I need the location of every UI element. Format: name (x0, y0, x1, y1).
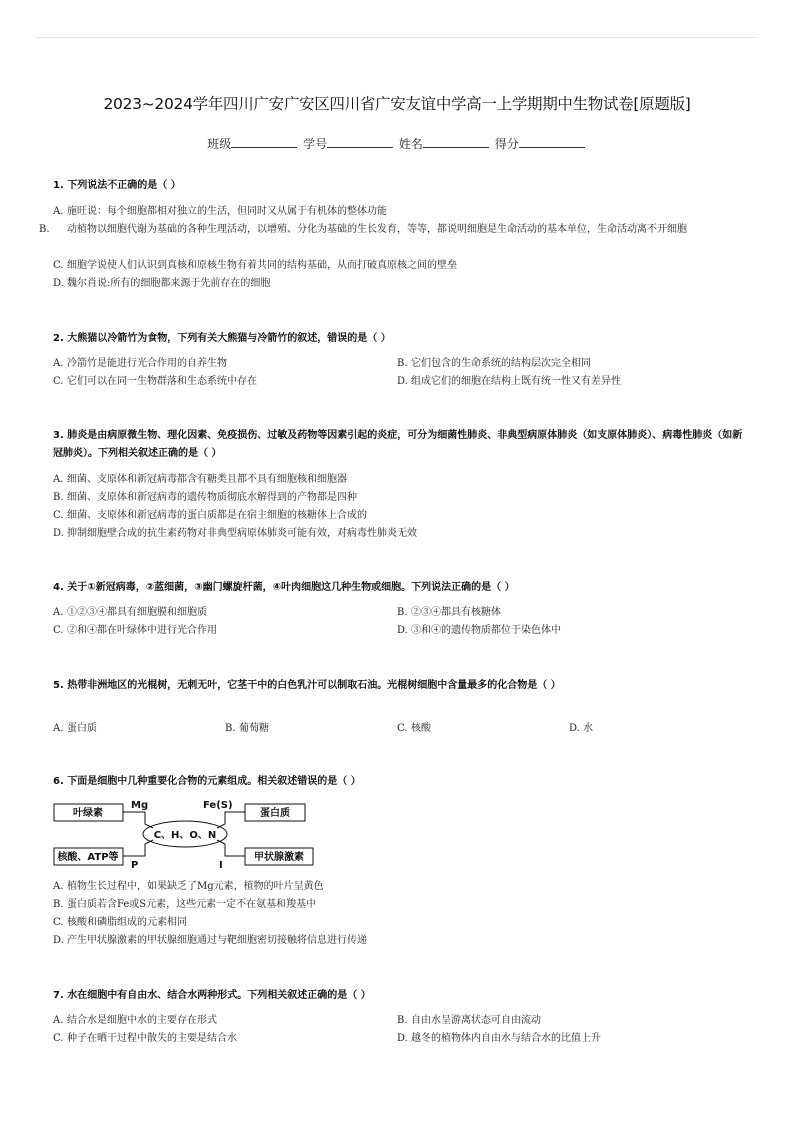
class-blank[interactable] (231, 135, 297, 148)
question-6-option-d[interactable] (53, 932, 367, 950)
option-text: 动植物以细胞代谢为基础的各种生理活动，以增殖、分化为基础的生长发育，等等，都说明细胞是生命活动的基本单位，生命活动离不开细胞 (67, 224, 687, 235)
option-letter: D. (53, 935, 64, 946)
option-letter: C. (53, 260, 64, 271)
question-3-option-d[interactable] (53, 525, 417, 543)
option-text: 施旺说：每个细胞都相对独立的生活，但同时又从属于有机体的整体功能 (67, 206, 387, 217)
question-6-option-b[interactable] (53, 896, 316, 914)
question-7-stem: 7. 水在细胞中有自由水、结合水两种形式。下列相关叙述正确的是（ ） (53, 990, 371, 1001)
label-chlorophyll: 叶绿素 (73, 808, 103, 819)
label-nucleic-acid: 核酸、ATP等 (57, 852, 119, 863)
option-letter: B. (53, 899, 64, 910)
question-4-option-c[interactable] (53, 622, 217, 640)
question-6-stem: 6. 下面是细胞中几种重要化合物的元素组成。相关叙述错误的是（ ） (53, 776, 361, 787)
option-letter: C. (53, 510, 64, 521)
question-5-option-b[interactable] (225, 720, 269, 738)
option-letter: A. (53, 723, 64, 734)
question-5-stem: 5. 热带非洲地区的光棍树，无刺无叶，它茎干中的白色乳汁可以制取石油。光棍树细胞中含量最多的化合物是（ ） (53, 680, 561, 691)
label-thyroxine: 甲状腺激素 (254, 852, 304, 863)
option-text: 冷箭竹是能进行光合作用的自养生物 (67, 358, 227, 369)
label-element-fe-s: Fe(S) (203, 800, 233, 811)
question-3-option-c[interactable] (53, 507, 367, 525)
class-label: 班级 (207, 137, 232, 151)
page-top-rule (36, 37, 758, 38)
option-letter: B. (225, 723, 236, 734)
option-text: 细菌、支原体和新冠病毒的遗传物质彻底水解得到的产物都是四种 (67, 492, 357, 503)
option-letter: A. (53, 607, 64, 618)
question-2-option-b[interactable] (397, 355, 591, 373)
student-id-blank[interactable] (327, 135, 393, 148)
question-1-stem: 1. 下列说法不正确的是（ ） (53, 180, 181, 191)
question-3-option-b[interactable] (53, 489, 357, 507)
option-text: 自由水呈游离状态可自由流动 (411, 1015, 541, 1026)
question-2-option-d[interactable] (397, 373, 621, 391)
option-letter: C. (53, 625, 64, 636)
option-letter: D. (397, 376, 408, 387)
option-text: 细菌、支原体和新冠病毒的蛋白质都是在宿主细胞的核糖体上合成的 (67, 510, 367, 521)
label-center-elements: C、H、O、N (153, 830, 217, 841)
option-letter: D. (569, 723, 580, 734)
connector-protein (217, 812, 245, 828)
question-2-stem: 2. 大熊猫以冷箭竹为食物，下列有关大熊猫与冷箭竹的叙述，错误的是（ ） (53, 333, 391, 344)
option-text: 产生甲状腺激素的甲状腺细胞通过与靶细胞密切接触将信息进行传递 (67, 935, 367, 946)
question-7-option-c[interactable] (53, 1030, 237, 1048)
option-text: ②③④都具有核糖体 (411, 607, 501, 618)
option-letter: D. (397, 1033, 408, 1044)
option-letter: D. (53, 278, 64, 289)
option-text: ③和④的遗传物质都位于染色体中 (411, 625, 561, 636)
option-letter: B. (397, 607, 408, 618)
question-5-option-d[interactable] (569, 720, 593, 738)
option-letter: C. (53, 917, 64, 928)
option-letter: A. (53, 206, 64, 217)
option-letter: C. (397, 723, 408, 734)
score-blank[interactable] (519, 135, 585, 148)
question-6-option-c[interactable] (53, 914, 187, 932)
label-element-p: P (131, 860, 139, 870)
question-2-option-a[interactable] (53, 355, 227, 373)
question-5-option-a[interactable] (53, 720, 97, 738)
question-6-option-a[interactable] (53, 878, 324, 896)
question-1-option-b[interactable] (39, 221, 757, 239)
option-letter: D. (53, 528, 64, 539)
option-text: 蛋白质若含Fe或S元素，这些元素一定不在氨基和羧基中 (67, 899, 317, 910)
option-text: 结合水是细胞中水的主要存在形式 (67, 1015, 217, 1026)
option-text: 组成它们的细胞在结构上既有统一性又有差异性 (411, 376, 621, 387)
option-letter: A. (53, 881, 64, 892)
connector-chlorophyll (123, 812, 153, 828)
question-5-option-c[interactable] (397, 720, 431, 738)
option-text: 葡萄糖 (239, 723, 269, 734)
name-label: 姓名 (398, 137, 423, 151)
connector-nucleic-acid (123, 840, 153, 856)
question-4-option-a[interactable] (53, 604, 207, 622)
option-text: 蛋白质 (67, 723, 97, 734)
option-letter: B. (397, 358, 408, 369)
label-element-mg: Mg (131, 800, 149, 811)
option-text: 细胞学说使人们认识到真核和原核生物有着共同的结构基础，从而打破真原核之间的壁垒 (67, 260, 457, 271)
option-letter: A. (53, 358, 64, 369)
option-text: 植物生长过程中，如果缺乏了Mg元素，植物的叶片呈黄色 (67, 881, 324, 892)
option-letter: B. (53, 492, 64, 503)
student-id-label: 学号 (303, 137, 328, 151)
question-1-option-a[interactable] (53, 203, 387, 221)
option-letter: B. (397, 1015, 408, 1026)
question-4-stem: 4. 关于①新冠病毒，②蓝细菌，③幽门螺旋杆菌，④叶肉细胞这几种生物或细胞。下列说法正确的是（ ） (53, 582, 515, 593)
option-text: 核酸 (411, 723, 431, 734)
student-info-row (0, 135, 794, 152)
option-letter: C. (53, 1033, 64, 1044)
option-text: 水 (583, 723, 593, 734)
connector-thyroxine (217, 840, 245, 856)
question-3-option-a[interactable] (53, 471, 347, 489)
element-composition-diagram (53, 798, 323, 870)
name-blank[interactable] (423, 135, 489, 148)
option-text: 种子在晒干过程中散失的主要是结合水 (67, 1033, 237, 1044)
question-7-option-d[interactable] (397, 1030, 601, 1048)
question-7-option-a[interactable] (53, 1012, 217, 1030)
option-letter: C. (53, 376, 64, 387)
option-letter: A. (53, 1015, 64, 1026)
option-letter: A. (53, 474, 64, 485)
question-7-option-b[interactable] (397, 1012, 541, 1030)
page-title: 2023~2024学年四川广安广安区四川省广安友谊中学高一上学期期中生物试卷[原题版] (103, 95, 691, 113)
question-1-option-c[interactable] (53, 257, 457, 275)
option-text: 核酸和磷脂组成的元素相同 (67, 917, 187, 928)
option-text: 魏尔肖说:所有的细胞都来源于先前存在的细胞 (67, 278, 271, 289)
option-letter: B. (39, 224, 50, 235)
score-label: 得分 (494, 137, 519, 151)
option-text: 细菌、支原体和新冠病毒都含有糖类且都不具有细胞核和细胞器 (67, 474, 347, 485)
label-element-i: I (219, 860, 223, 870)
question-4-option-d[interactable] (397, 622, 561, 640)
option-letter: D. (397, 625, 408, 636)
label-protein: 蛋白质 (260, 808, 290, 819)
option-text: ②和④都在叶绿体中进行光合作用 (67, 625, 217, 636)
question-1-option-d[interactable] (53, 275, 270, 293)
question-3-stem: 3. 肺炎是由病原微生物、理化因素、免疫损伤、过敏及药物等因素引起的炎症，可分为细菌性肺炎、非典型病原体肺炎（如支原体肺炎）、病毒性肺炎（如新冠肺炎）。下列相关叙述正确的是（ ） (53, 430, 743, 459)
option-text: 它们可以在同一生物群落和生态系统中存在 (67, 376, 257, 387)
question-4-option-b[interactable] (397, 604, 501, 622)
question-2-option-c[interactable] (53, 373, 257, 391)
option-text: ①②③④都具有细胞膜和细胞质 (67, 607, 207, 618)
option-text: 越冬的植物体内自由水与结合水的比值上升 (411, 1033, 601, 1044)
option-text: 它们包含的生命系统的结构层次完全相同 (411, 358, 591, 369)
option-text: 抑制细胞壁合成的抗生素药物对非典型病原体肺炎可能有效，对病毒性肺炎无效 (67, 528, 417, 539)
